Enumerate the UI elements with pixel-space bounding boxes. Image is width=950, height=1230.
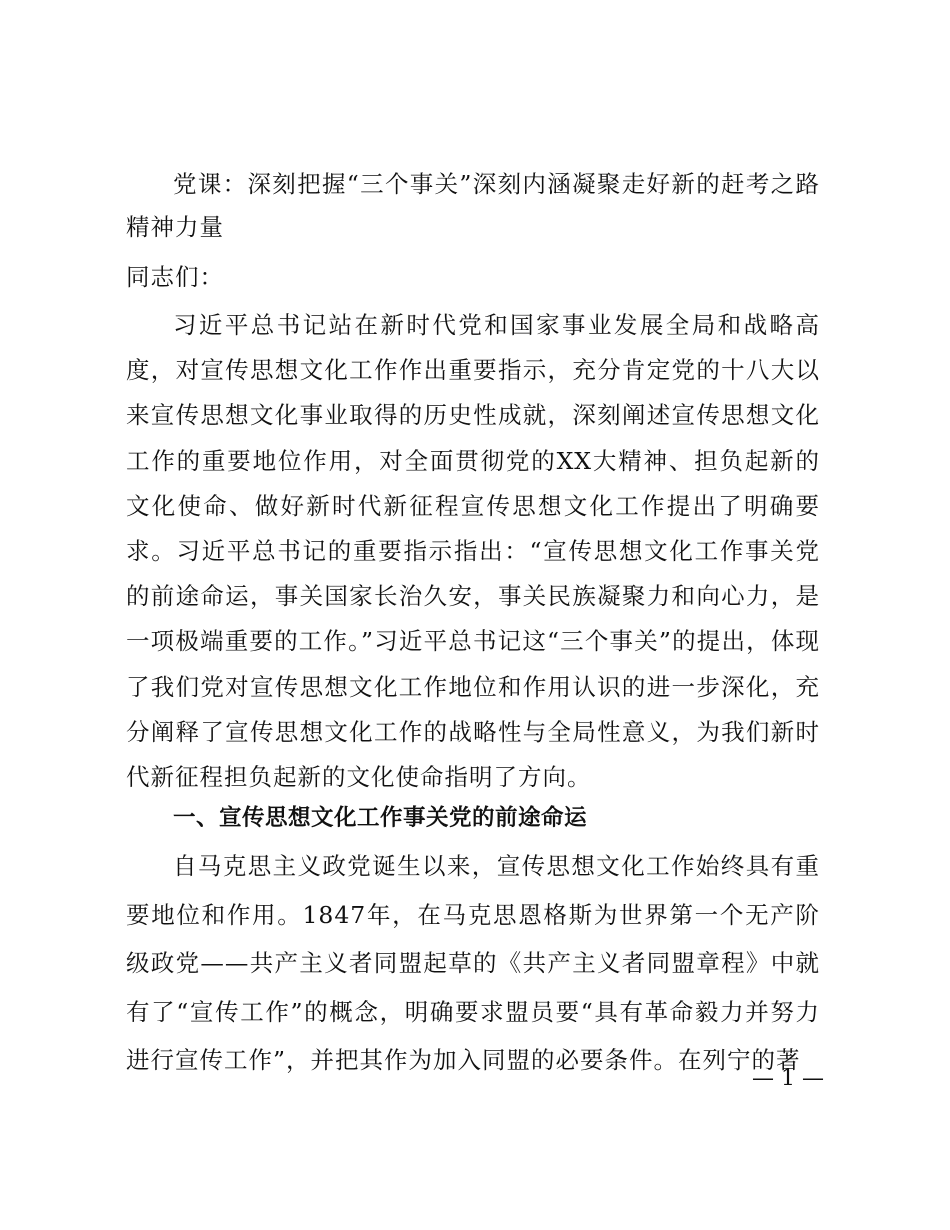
salutation: 同志们： <box>126 263 224 291</box>
body-paragraph-2: 自马克思主义政党诞生以来，宣传思想文化工作始终具有重要地位和作用。1847年，在马克思恩格斯为世界第一个无产阶级政党——共产主义者同盟起草的《共产主义者同盟章程》中就有了“宣传工作”的概念，明确要求盟员要“具有革命毅力并努力进行宣传工作”，并把其作为加入同盟的必要条件。在列宁的著 <box>126 852 820 1074</box>
section-heading-1: 一、宣传思想文化工作事关党的前途命运 <box>173 805 588 831</box>
document-title: 党课：深刻把握“三个事关”深刻内涵凝聚走好新的赶考之路精神力量 <box>126 170 820 241</box>
body-paragraph-1: 习近平总书记站在新时代党和国家事业发展全局和战略高度，对宣传思想文化工作作出重要指示，充分肯定党的十八大以来宣传思想文化事业取得的历史性成就，深刻阐述宣传思想文化工作的重要地位作用，对全面贯彻党的XX大精神、担负起新的文化使命、做好新时代新征程宣传思想文化工作提出了明确要求。习近平总书记的重要指示指出：“宣传思想文化工作事关党的前途命运，事关国家长治久安，事关民族凝聚力和向心力，是一项极端重要的工作。”习近平总书记这“三个事关”的提出，体现了我们党对宣传思想文化工作地位和作用认识的进一步深化，充分阐释了宣传思想文化工作的战略性与全局性意义，为我们新时代新征程担负起新的文化使命指明了方向。 <box>126 311 820 792</box>
page-number: — 1 — <box>752 1066 824 1091</box>
